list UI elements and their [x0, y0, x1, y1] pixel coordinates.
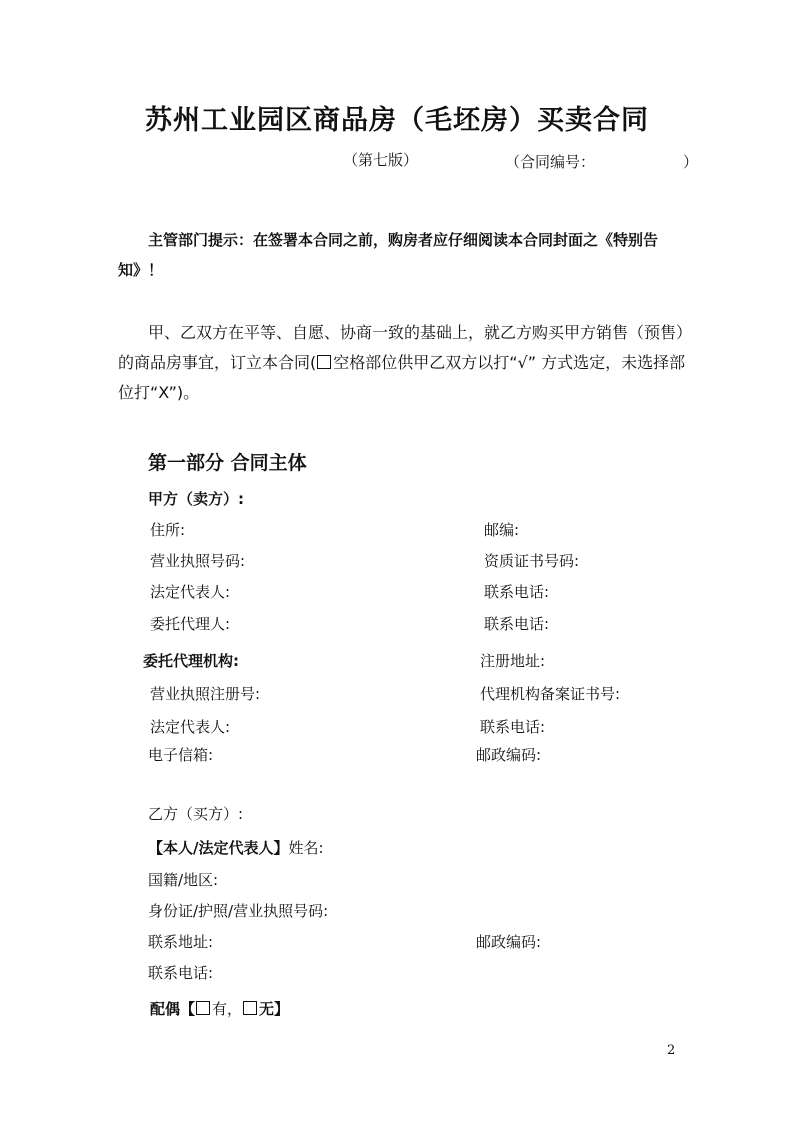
- intro-part1: 甲、乙双方在平等、自愿、协商一致的基础上，就乙方购买甲方销售（预售）的商品房事宜，订立本合同(: [118, 323, 685, 372]
- party-a-postcode: 邮编:: [484, 521, 520, 539]
- edition-label: （第七版）: [343, 151, 419, 169]
- check-mark: √: [517, 353, 528, 372]
- contract-number-close: ）: [683, 153, 699, 171]
- document-title: 苏州工业园区商品房（毛坯房）买卖合同: [145, 105, 649, 136]
- agency-legal-rep: 法定代表人:: [150, 718, 231, 736]
- spouse-yes: 有，: [212, 1000, 243, 1018]
- agency-license-reg-number: 营业执照注册号:: [150, 685, 261, 703]
- party-b-postcode: 邮政编码:: [476, 933, 542, 951]
- spouse-label: 配偶【: [150, 1000, 196, 1018]
- checkbox-icon: [317, 355, 331, 369]
- agency-email: 电子信箱:: [148, 746, 214, 764]
- intro-part2: 空格部位供甲乙双方以打“: [333, 353, 518, 372]
- agency-record-cert-number: 代理机构备案证书号:: [480, 685, 621, 703]
- party-b-heading: 乙方（买方）:: [148, 805, 244, 823]
- party-b-name: 姓名:: [288, 839, 324, 857]
- spouse-yes-checkbox-icon: [196, 1001, 210, 1015]
- intro-paragraph: [118, 318, 688, 408]
- authority-notice: 主管部门提示：在签署本合同之前，购房者应仔细阅读本合同封面之《特别告知》！: [118, 231, 659, 279]
- party-b-phone: 联系电话:: [148, 964, 214, 982]
- party-a-address: 住所:: [150, 521, 186, 539]
- agency-heading: 委托代理机构:: [143, 652, 239, 670]
- part-one-heading: 第一部分 合同主体: [148, 452, 307, 474]
- party-b-nationality: 国籍/地区:: [148, 871, 219, 889]
- party-b-id-number: 身份证/护照/营业执照号码:: [148, 902, 329, 920]
- intro-part3: ” 方式选定，未选择部位打“X”)。: [118, 353, 686, 402]
- contract-number: [505, 151, 698, 172]
- party-b-address: 联系地址:: [148, 933, 214, 951]
- spouse-no-checkbox-icon: [243, 1001, 257, 1015]
- agency-phone: 联系电话:: [480, 718, 546, 736]
- party-b-spouse-row: [150, 998, 289, 1019]
- party-b-person-label: 【本人/法定代表人】: [148, 839, 289, 857]
- contract-number-label: （合同编号：: [505, 153, 596, 171]
- page-number: 2: [667, 1043, 676, 1058]
- party-b-person-row: [148, 837, 324, 858]
- spouse-no: 无】: [259, 1000, 290, 1018]
- party-a-legal-rep: 法定代表人:: [150, 583, 231, 601]
- agency-postcode: 邮政编码:: [476, 746, 542, 764]
- party-a-qualification-number: 资质证书号码:: [484, 552, 580, 570]
- party-a-license-number: 营业执照号码:: [150, 552, 246, 570]
- party-a-agent: 委托代理人:: [150, 615, 231, 633]
- party-a-agent-phone: 联系电话:: [484, 615, 550, 633]
- agency-reg-address: 注册地址:: [480, 652, 546, 670]
- party-a-heading: 甲方（卖方）:: [148, 490, 244, 508]
- party-a-legal-rep-phone: 联系电话:: [484, 583, 550, 601]
